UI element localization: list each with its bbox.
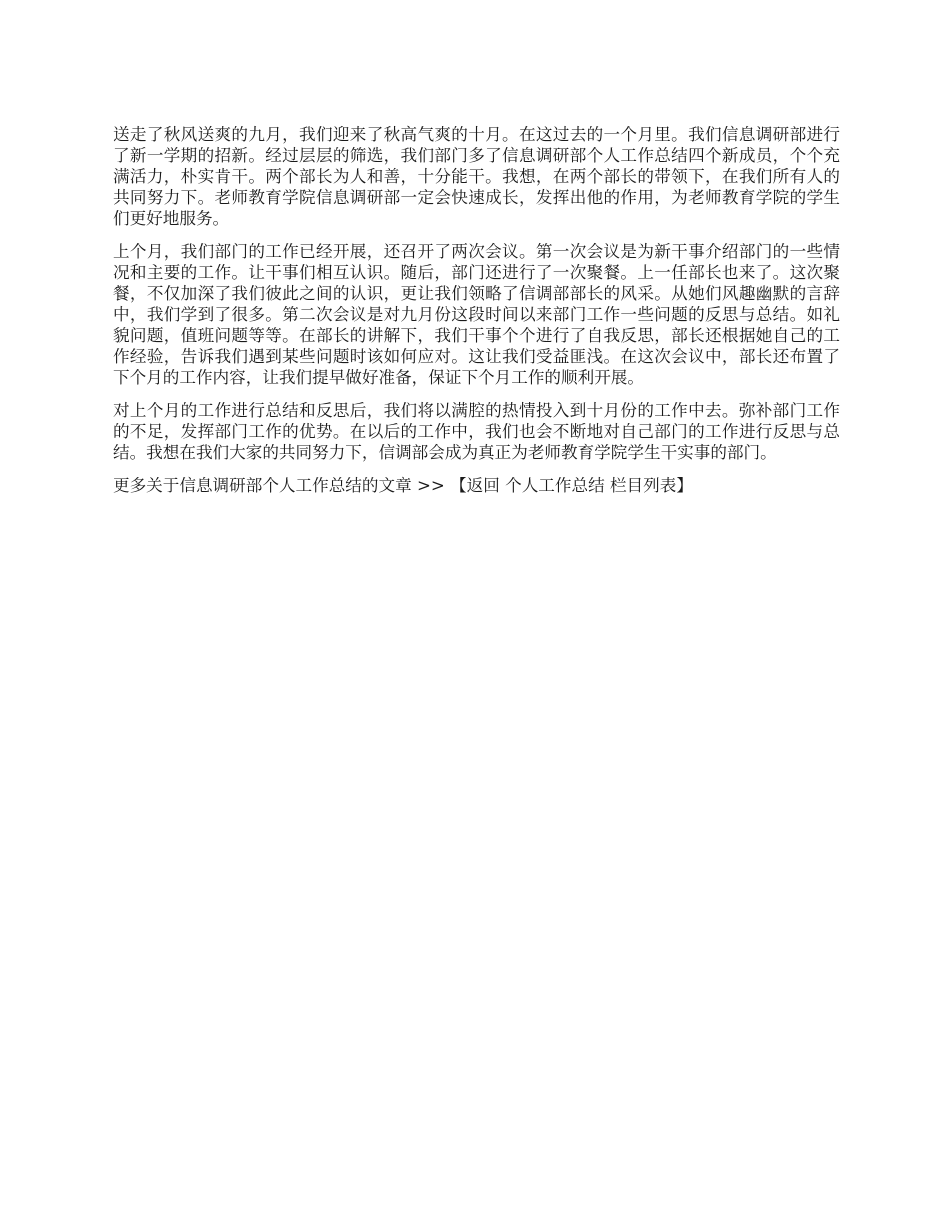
paragraph-3: 对上个月的工作进行总结和反思后，我们将以满腔的热情投入到十月份的工作中去。弥补部门工作的不足，发挥部门工作的优势。在以后的工作中，我们也会不断地对自己部门的工作进行反思与总结。我想在我们大家的共同努力下，信调部会成为真正为老师教育学院学生干实事的部门。 [113,401,840,462]
article-body [113,124,840,496]
paragraph-2: 上个月，我们部门的工作已经开展，还召开了两次会议。第一次会议是为新干事介绍部门的一些情况和主要的工作。让干事们相互认识。随后，部门还进行了一次聚餐。上一任部长也来了。这次聚餐，不仅加深了我们彼此之间的认识，更让我们领略了信调部部长的风采。从她们风趣幽默的言辞中，我们学到了很多。第二次会议是对九月份这段时间以来部门工作一些问题的反思与总结。如礼貌问题，值班问题等等。在部长的讲解下，我们干事个个进行了自我反思，部长还根据她自己的工作经验，告诉我们遇到某些问题时该如何应对。这让我们受益匪浅。在这次会议中，部长还布置了下个月的工作内容，让我们提早做好准备，保证下个月工作的顺利开展。 [113,242,840,387]
more-articles-text: 更多关于信息调研部个人工作总结的文章 >> [113,476,451,495]
paragraph-1: 送走了秋风送爽的九月，我们迎来了秋高气爽的十月。在这过去的一个月里。我们信息调研部进行了新一学期的招新。经过层层的筛选，我们部门多了信息调研部个人工作总结四个新成员，个个充满活力，朴实肯干。两个部长为人和善，十分能干。我想，在两个部长的带领下，在我们所有人的共同努力下。老师教育学院信息调研部一定会快速成长，发挥出他的作用，为老师教育学院的学生们更好地服务。 [113,125,840,228]
back-to-list-link[interactable]: 【返回 个人工作总结 栏目列表】 [450,476,693,495]
more-articles-line [113,475,840,496]
